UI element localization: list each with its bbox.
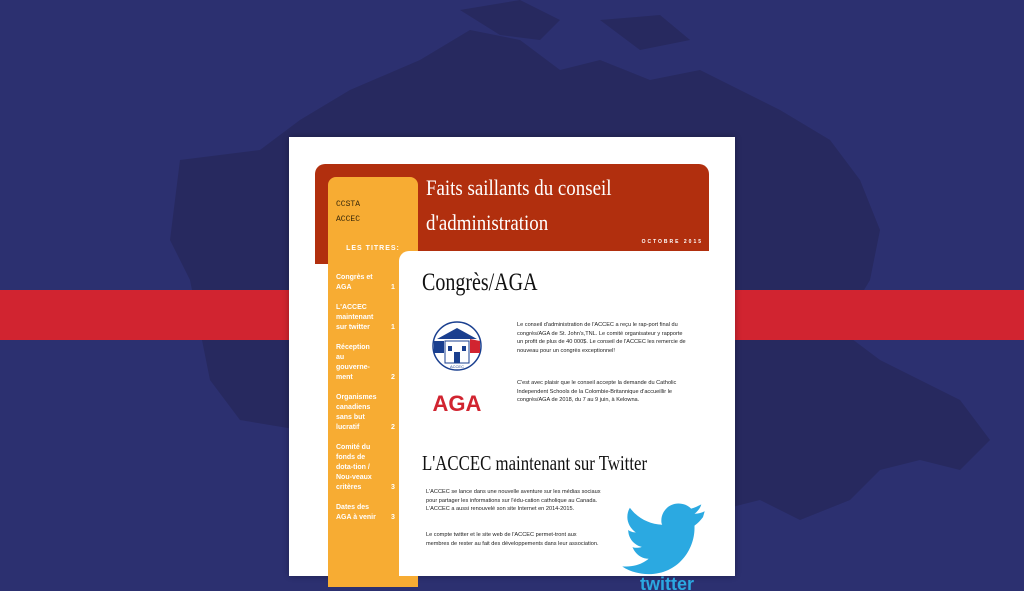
toc-page: 1 bbox=[391, 284, 395, 291]
content-panel bbox=[399, 251, 735, 591]
logo-line1: CCSTA bbox=[336, 200, 361, 209]
twitter-bird-icon bbox=[623, 501, 711, 591]
twitter-paragraph-1: L'ACCEC se lance dans une nouvelle aventure sur les médias sociaux pour partager les informations sur l'édu-cation catholique au Canada. L'ACCEC a aussi renouvelé son site Internet en 2014-2015. bbox=[426, 489, 601, 513]
aga-logo-bottom: ACCEC bbox=[449, 364, 465, 369]
newsletter-page bbox=[289, 137, 735, 591]
toc-label: Réception au gouverne-ment bbox=[336, 344, 370, 381]
aga-logo-word: AGA bbox=[432, 391, 482, 416]
toc-label: Congrès et AGA bbox=[336, 274, 373, 291]
toc-page: 2 bbox=[391, 374, 395, 381]
toc-heading: LES TITRES: bbox=[346, 245, 400, 252]
toc-page: 2 bbox=[391, 424, 395, 431]
toc-label: Comité du fonds de dota-tion / Nou-veaux critères bbox=[336, 444, 372, 491]
ccsta-logo-text bbox=[336, 197, 360, 227]
newsletter-date: OCTOBRE 2015 bbox=[641, 239, 703, 245]
logo-line2: ACCEC bbox=[336, 215, 361, 224]
congres-paragraph-2: C'est avec plaisir que le conseil accepte la demande du Catholic Independent Schools de la Colombie-Britannique d'accueillir le congrès/AGA de 2018, du 7 au 9 juin, à Kelowna. bbox=[517, 380, 677, 404]
twitter-paragraph-2: Le compte twitter et le site web de l'ACCEC permet-tront aux membres de rester au fait des développements dans leur association. bbox=[426, 532, 599, 547]
toc-label: L'ACCEC maintenant sur twitter bbox=[336, 304, 374, 331]
toc-page: 3 bbox=[391, 484, 395, 491]
toc-page: 3 bbox=[391, 514, 395, 521]
aga-logo bbox=[431, 319, 483, 419]
newsletter-title: Faits saillants du conseil d'administration bbox=[426, 175, 612, 235]
toc-label: Dates des AGA à venir bbox=[336, 504, 376, 521]
aga-logo-top: CCSTA bbox=[448, 335, 466, 341]
section-heading-twitter: L'ACCEC maintenant sur Twitter bbox=[422, 451, 648, 475]
toc-page: 1 bbox=[391, 324, 395, 331]
twitter-wordmark: twitter bbox=[640, 574, 694, 591]
toc-label: Organismes canadiens sans but lucratif bbox=[336, 394, 377, 431]
congres-paragraph-1: Le conseil d'administration de l'ACCEC a reçu le rap-port final du congrès/AGA de St. John's,TNL. Le comité organisateur y rapporte un profit de plus de 40 000$. Le conseil de l'ACCEC les remercie de nouveau pour un congrès exceptionnel! bbox=[517, 322, 686, 354]
section-heading-congres: Congrès/AGA bbox=[422, 269, 538, 296]
